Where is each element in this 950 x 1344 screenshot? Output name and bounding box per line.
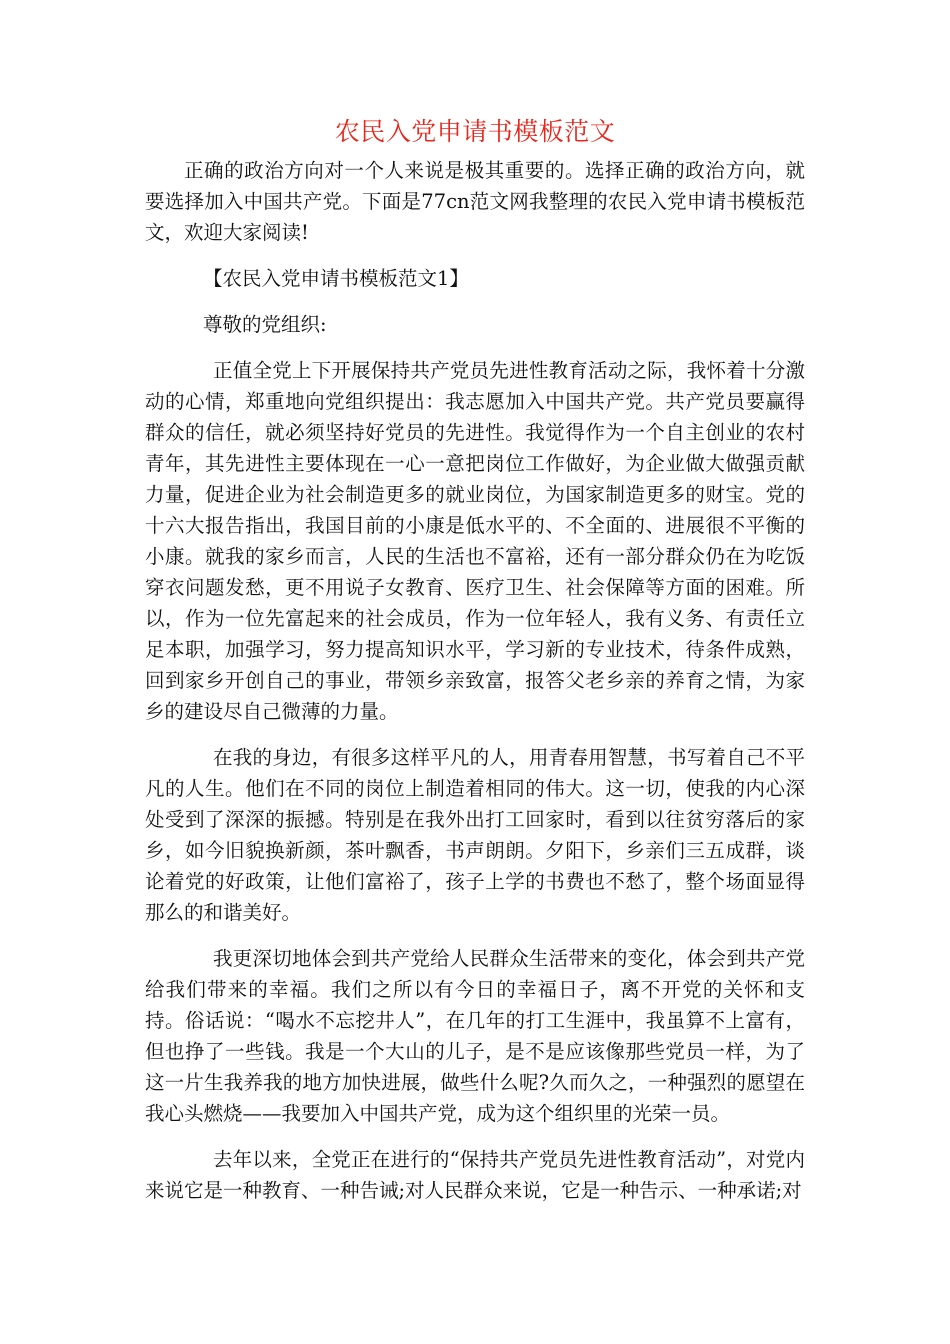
body-paragraph-2: 在我的身边，有很多这样平凡的人，用青春用智慧，书写着自己不平凡的人生。他们在不同的岗位上制造着相同的伟大。这一切，使我的内心深处受到了深深的振撼。特别是在我外出打工回家时，看到以往贫穷落后的家乡，如今旧貌换新颜，茶叶飘香，书声朗朗。夕阳下，乡亲们三五成群，谈论着党的好政策，让他们富裕了，孩子上学的书费也不愁了，整个场面显得那么的和谐美好。 — [145, 746, 805, 924]
document-title: 农民入党申请书模板范文 — [334, 117, 616, 146]
salutation: 尊敬的党组织: — [203, 313, 327, 336]
section-heading: 【农民入党申请书模板范文1】 — [203, 267, 469, 290]
body-paragraph-1: 正值全党上下开展保持共产党员先进性教育活动之际，我怀着十分激动的心情，郑重地向党组织提出：我志愿加入中国共产党。共产党员要赢得群众的信任，就必须坚持好党员的先进性。我觉得作为一个自主创业的农村青年，其先进性主要体现在一心一意把岗位工作做好，为企业做大做强贡献力量，促进企业为社会制造更多的就业岗位，为国家制造更多的财宝。党的十六大报告指出，我国目前的小康是低水平的、不全面的、进展很不平衡的小康。就我的家乡而言，人民的生活也不富裕，还有一部分群众仍在为吃饭穿衣问题发愁，更不用说子女教育、医疗卫生、社会保障等方面的困难。所以，作为一位先富起来的社会成员，作为一位年轻人，我有义务、有责任立足本职，加强学习，努力提高知识水平，学习新的专业技术，待条件成熟，回到家乡开创自己的事业，带领乡亲致富，报答父老乡亲的养育之情，为家乡的建设尽自己微薄的力量。 — [145, 359, 805, 723]
document-body — [145, 155, 805, 1206]
body-paragraph-4: 去年以来，全党正在进行的“保持共产党员先进性教育活动”，对党内来说它是一种教育、一种告诫;对人民群众来说，它是一种告示、一种承诺;对 — [145, 1148, 805, 1202]
body-paragraph-3: 我更深切地体会到共产党给人民群众生活带来的变化，体会到共产党给我们带来的幸福。我们之所以有今日的幸福日子，离不开党的关怀和支持。俗话说：“喝水不忘挖井人”，在几年的打工生涯中，我虽算不上富有，但也挣了一些钱。我是一个大山的儿子，是不是应该像那些党员一样，为了这一片生我养我的地方加快进展，做些什么呢?久而久之，一种强烈的愿望在我心头燃烧——我要加入中国共产党，成为这个组织里的光荣一员。 — [145, 947, 805, 1125]
intro-paragraph: 正确的政治方向对一个人来说是极其重要的。选择正确的政治方向，就要选择加入中国共产党。下面是77cn范文网我整理的农民入党申请书模板范文，欢迎大家阅读! — [145, 159, 805, 244]
